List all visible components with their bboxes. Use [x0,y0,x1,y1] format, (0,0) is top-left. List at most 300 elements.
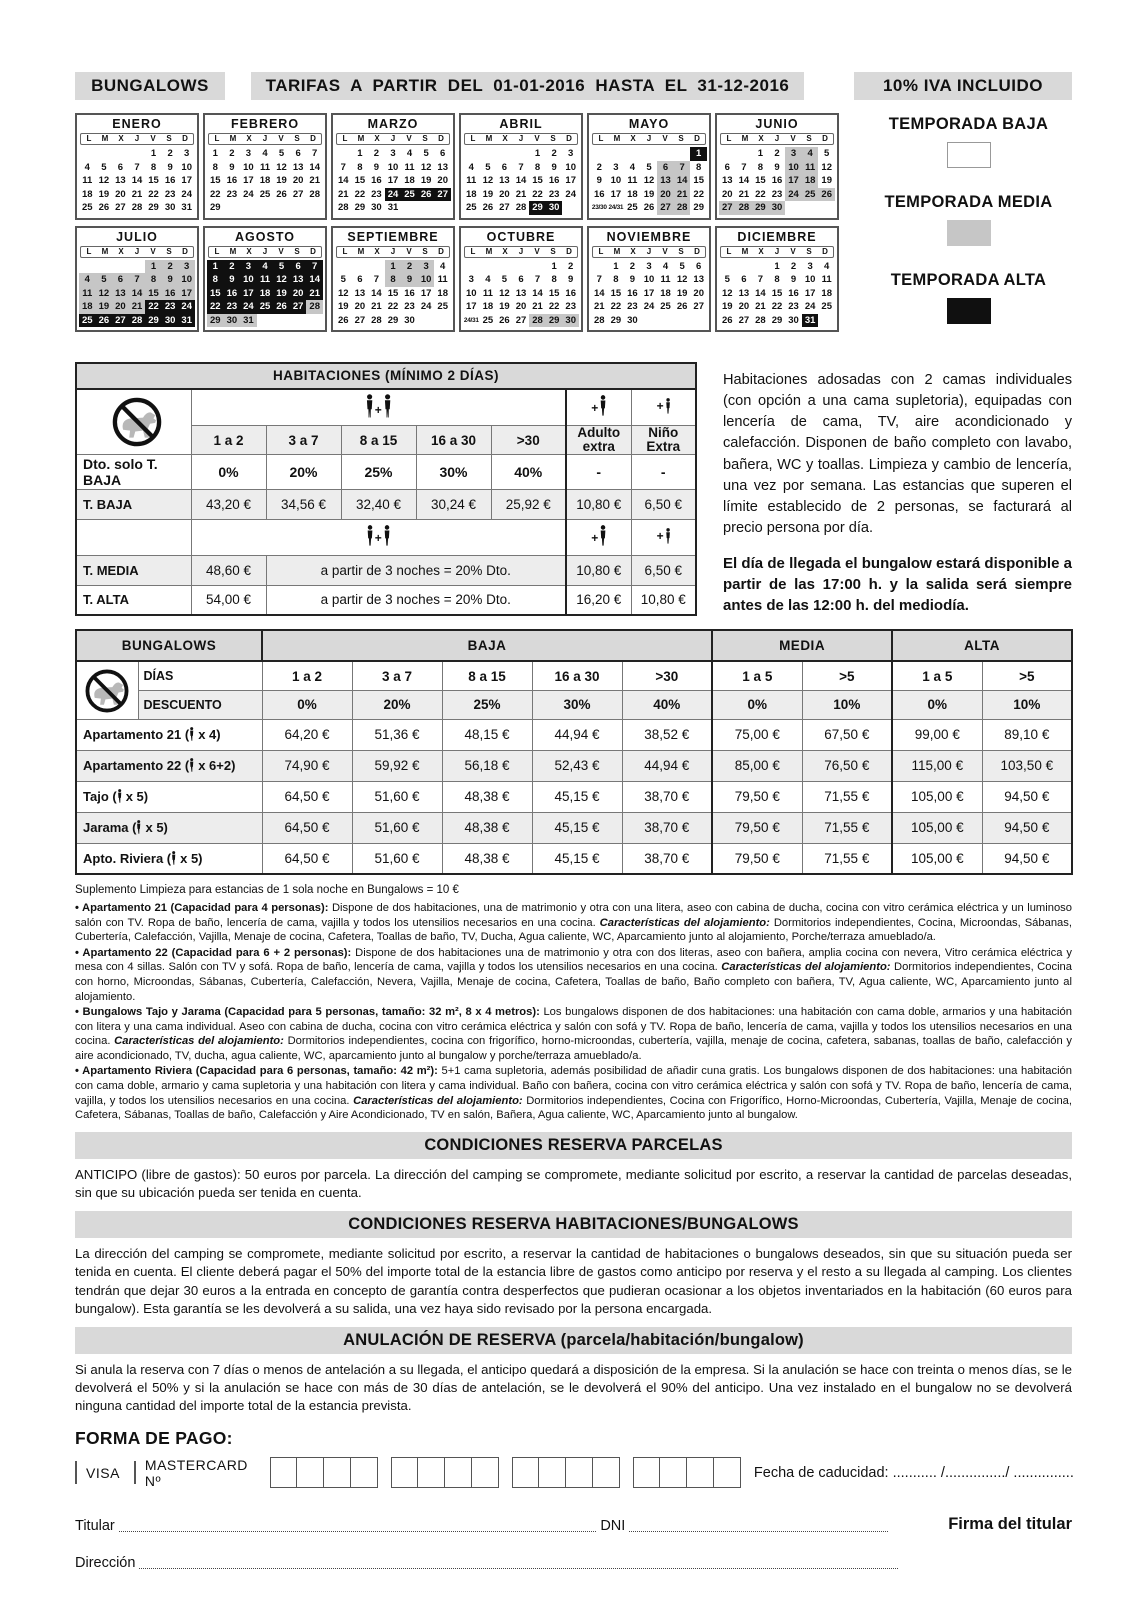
empty-day-cell [463,147,480,161]
weekday-label: M [357,134,365,143]
empty-day-cell [513,147,530,161]
day-cell: 3 [785,147,802,161]
bungalows-table [75,629,1073,875]
legend-baja-label: TEMPORADA BAJA [888,115,1049,133]
card-digit-group [391,1457,499,1488]
bungalow-price: 115,00 € [892,750,982,781]
day-cell: 5 [273,260,290,274]
card-digit-box[interactable] [512,1457,539,1488]
day-cell: 10 [240,273,257,287]
weekday-label: V [150,134,156,143]
payment-row [75,1457,1072,1489]
day-cell: 24 [181,188,192,200]
weekday-label: V [662,134,668,143]
day-cell: 22 [771,301,783,312]
bungalow-price: 51,60 € [352,812,442,843]
day-cell: 6 [657,161,674,175]
legend-media-label: TEMPORADA MEDIA [884,193,1053,211]
baja-swatch [947,142,991,168]
descuento-label: DESCUENTO [138,690,262,719]
day-cell: 19 [276,175,287,186]
weekday-label: X [502,246,508,256]
day-cell: 1 [145,260,162,274]
weekday-label: V [406,246,412,256]
empty-day-cell [529,260,546,274]
weekday-label: J [774,246,780,256]
day-cell: 26 [482,202,494,213]
group-header-alta: ALTA [892,630,1072,661]
card-digit-box[interactable] [472,1457,499,1488]
day-cell: 3 [646,260,652,272]
weekday-label: D [182,246,188,256]
day-cell: 27 [515,314,527,326]
day-cell: 8 [613,274,619,285]
bungalow-price: 45,15 € [532,781,622,812]
day-cell: 14 [337,175,349,186]
bungalow-price: 56,18 € [442,750,532,781]
day-cell: 4 [662,260,669,272]
day-cell: 15 [387,287,399,299]
weekday-label: D [310,134,316,143]
day-cell: 3 [178,260,195,274]
note-caract-label: Características del alojamiento: [721,961,891,974]
day-cell: 26 [818,188,835,202]
weekday-label: L [598,134,604,143]
weekday-label: D [438,134,444,143]
day-cell: 7 [373,274,380,285]
weekday-label: J [646,134,652,143]
descuento-value: 40% [622,690,712,719]
baja-price: 30,24 € [416,489,491,519]
day-cell: 23 [548,188,560,200]
note-title: • Bungalows Tajo y Jarama (Capacidad para 5 personas, tamaño: 32 m², 8 x 4 metros): [75,1006,544,1019]
day-cell: 1 [150,148,157,159]
card-digit-box[interactable] [714,1457,741,1488]
month-title: OCTUBRE [486,229,556,244]
day-cell: 13 [112,287,129,301]
card-digit-box[interactable] [418,1457,445,1488]
day-cell: 22 [207,300,224,314]
day-cell: 11 [660,274,671,285]
weekday-label: V [790,246,796,256]
day-cell: 20 [112,300,129,314]
day-cell: 18 [821,287,832,299]
day-cell: 18 [437,287,448,299]
bungalow-price: 79,50 € [712,812,802,843]
person-icon [171,851,176,866]
bungalow-price: 103,50 € [982,750,1072,781]
day-cell: 29 [387,314,399,326]
day-cell: 14 [532,287,543,299]
month-title: NOVIEMBRE [606,229,692,244]
weekday-label: X [630,134,636,143]
titular-field[interactable] [119,1517,597,1532]
day-cell: 6 [724,161,730,173]
day-cell: 31 [181,202,192,213]
day-cell: 30 [546,201,563,215]
alta-extra: 10,80 € [631,585,696,615]
day-cell: 15 [755,175,766,186]
day-cell: 29 [610,314,622,326]
day-cell: 28 [129,314,146,328]
card-digit-box[interactable] [566,1457,593,1488]
day-cell: 21 [515,188,527,200]
calendar-mayo [587,113,711,220]
direccion-label: Dirección [75,1554,136,1571]
weekday-label: S [678,246,684,256]
day-cell: 6 [112,273,129,287]
day-cell: 2 [774,148,780,159]
day-cell: 29 [354,202,366,213]
day-cell: 16 [771,175,783,186]
dias-header: 1 a 2 [262,661,352,690]
dto-value: 20% [266,455,341,489]
direccion-field[interactable] [139,1554,898,1569]
day-cell: 15 [610,287,622,299]
day-cell: 22 [610,301,622,312]
day-cell: 13 [657,174,674,188]
section-body: La dirección del camping se compromete, mediante solicitud por escrito, a reservar la cantidad de habitaciones o bungalows deseados, sin que su situación pueda ser tenida en cuenta. El cliente deberá pagar el 50% del importe total de la estancia libre de gastos como anticipo por reserva y el resto a su llegada al camping. Los clientes tendrán que dejar 30 euros a la entrada en concepto de garantía contra desperfectos que pudieran ocasionar a los objetos inventariados en la habitación (60 euros para bungalow). Esta garantía se les devolverá a su salida, una vez haya sido revisado por la persona encargada. [75,1246,1072,1316]
day-cell: 11 [482,287,493,299]
day-cell: 6 [501,161,508,173]
day-cell: 6 [117,161,124,173]
empty-day-cell [752,260,769,274]
col-header: >30 [491,425,566,455]
day-cell: 1 [757,148,764,159]
card-digit-box[interactable] [539,1457,566,1488]
day-cell: 15 [771,287,783,299]
fecha-label: Fecha de caducidad: [753,1464,889,1481]
empty-day-cell [335,147,352,161]
day-cell: 23 [404,301,415,312]
day-cell: 12 [676,274,688,285]
day-cell: 27 [693,301,704,312]
card-digit-box[interactable] [445,1457,472,1488]
weekday-label: V [150,246,156,256]
col-header: 8 a 15 [341,425,416,455]
empty-day-cell [79,147,96,161]
bungalow-price: 38,70 € [622,812,712,843]
day-cell: 8 [150,161,157,173]
weekday-label: J [646,246,652,256]
day-cell: 15 [148,175,159,186]
weekday-label: M [741,246,749,256]
day-cell: 17 [565,175,576,186]
day-cell: 3 [245,148,252,159]
day-cell: 9 [629,274,636,285]
note-body-caract: Dormitorios independientes, Cocina con horno, Microondas, Sábanas, Cubertería, Calefacción, Nevera, Vajilla, Menaje de cocina, Cafetera, Toallas de baño, Baño completo con bañera, TV, Agua caliente, WC, Aparcamiento junto al alojamiento. [75,961,1072,1003]
weekday-label: J [390,134,396,143]
note-body: 5+1 cama supletoria, además posibilidad de añadir cuna gratis. Los bungalows disponen de dos habitaciones: una habitación con cama doble, armario y cama supletoria y una habitación con litera y cama individual. Baño con bañera, cocina con vitro cerámica eléctrica y salón con sofá y TV. Ropa de baño, lencería de cama, vajilla, y todos los utensilios necesarios en una cocina. [75,1065,1073,1107]
descuento-value: 10% [802,690,892,719]
day-cell: 23 [224,300,241,314]
bungalow-row [76,719,1072,750]
day-cell: 1 [774,260,780,272]
day-cell: 5 [101,161,107,173]
section-title: ANULACIÓN DE RESERVA (parcela/habitación/bungalow) [75,1327,1072,1354]
day-cell: 5 [423,148,429,159]
day-cell: 16 [593,188,605,200]
day-cell: 23 [226,188,238,200]
day-cell: 21 [738,188,750,200]
day-cell: 24 [420,301,432,312]
day-cell: 30 [371,202,382,213]
day-cell: 9 [401,273,418,287]
day-cell: 19 [482,188,494,200]
day-cell: 5 [485,161,491,173]
day-cell: 3 [807,260,813,272]
bungalow-price: 94,50 € [982,843,1072,874]
day-cell: 13 [499,175,510,186]
day-cell: 10 [243,161,254,173]
day-cell: 21 [532,301,543,312]
day-cell: 13 [738,287,750,299]
weekday-label: D [310,246,316,256]
day-cell: 4 [440,260,446,272]
empty-day-cell [480,260,497,274]
day-cell: 5 [679,260,685,272]
day-cell: 3 [390,148,396,159]
day-cell: 3 [468,274,474,285]
day-cell: 11 [259,161,271,173]
weekday-label: L [342,246,348,256]
empty-cell [76,519,191,555]
extra-child-icon: + [631,519,696,555]
empty-day-cell [591,260,608,274]
day-cell: 21 [309,175,320,186]
day-cell: 4 [84,161,90,173]
calendar-febrero [203,113,327,220]
day-cell: 9 [774,161,780,173]
empty-day-cell [719,147,736,161]
day-cell: 11 [802,161,819,175]
card-digit-box[interactable] [593,1457,620,1488]
bungalow-price: 105,00 € [892,843,982,874]
day-cell: 2 [162,260,179,274]
weekday-label: D [822,246,828,256]
day-cell: 2 [401,260,418,274]
weekday-label: L [86,246,92,256]
day-cell: 13 [437,161,448,173]
day-cell: 27 [738,314,750,326]
day-cell: 30 [224,314,241,328]
col-header: 3 a 7 [266,425,341,455]
card-digit-box[interactable] [391,1457,418,1488]
bungalow-price: 51,60 € [352,781,442,812]
note-paragraph [75,1064,1072,1122]
month-title: AGOSTO [235,229,295,244]
fecha-dots-field[interactable]: ........... /.............../ ............... [892,1464,1074,1481]
day-cell: 18 [81,188,93,200]
day-cell: 17 [243,175,254,186]
day-cell: 7 [306,260,323,274]
alta-note: a partir de 3 noches = 20% Dto. [266,585,566,615]
day-cell: 21 [129,300,146,314]
info-paragraph-bold: El día de llegada el bungalow estará disponible a partir de las 17:00 h. y la salida será siempre antes de las 12:00 h. del mediodía. [723,555,1072,615]
weekday-label: J [262,246,268,256]
day-cell: 14 [371,287,382,299]
weekday-label: X [630,246,636,256]
empty-day-cell [641,147,658,161]
visa-checkbox[interactable] [75,1461,77,1484]
note-title: • Apartamento 21 (Capacidad para 4 personas): [75,902,332,915]
section-body: ANTICIPO (libre de gastos): 50 euros por parcela. La dirección del camping se compromete, mediante solicitud por escrito, a reservar la cantidad de parcelas deseadas, sin que su ubicación pueda ser tenida en cuenta. [75,1166,1072,1200]
tariff-page [75,0,1072,1571]
weekday-label: D [566,246,572,256]
day-cell: 19 [721,301,733,312]
day-cell: 20 [437,175,448,186]
day-cell: 21 [131,188,143,200]
day-cell: 4 [257,260,274,274]
note-title: • Apartamento Riviera (Capacidad para 6 personas, tamaño: 42 m²): [75,1065,442,1078]
day-cell: 25 [482,314,494,326]
day-cell: 23 [162,300,179,314]
bungalow-row [76,843,1072,874]
day-cell: 13 [292,161,304,173]
calendar-octubre [459,226,583,333]
card-digit-box[interactable] [687,1457,714,1488]
weekday-label: J [518,134,524,143]
dni-label: DNI [600,1517,626,1534]
weekday-label: D [438,246,444,256]
bungalows-title: BUNGALOWS [76,630,262,661]
day-cell: 27 [719,201,736,215]
dias-header: >5 [982,661,1072,690]
day-cell: 6 [295,148,301,159]
dto-value: 40% [491,455,566,489]
calendar-zone [75,113,1072,349]
row-label-alta: T. ALTA [76,585,191,615]
day-cell: 19 [821,175,832,186]
day-cell: 8 [534,161,541,173]
day-cell: 14 [593,287,605,299]
day-cell: 22 [755,188,766,200]
bungalow-price: 52,43 € [532,750,622,781]
extra-adult-icon: + [566,389,631,425]
month-title: ABRIL [499,117,543,131]
note-paragraph [75,946,1072,1004]
day-cell: 6 [518,274,524,285]
day-cell: 5 [96,273,113,287]
day-cell: 15 [209,175,221,186]
day-cell: 24 [643,301,655,312]
day-cell: 31 [802,314,819,328]
visa-label: VISA [86,1464,120,1481]
weekday-label: M [229,246,237,256]
day-cell: 21 [337,188,349,200]
note-body: Dispone de dos habitaciones una de matrimonio y otra con dos literas, aseo con bañera, amplia cocina con nevera, Vitro cerámica eléctrica y mesa con 4 sillas. Salón con TV y sofá. Ropa de baño, lencería de cama, vajilla y todos los utensilios necesarios en una cocina. [75,946,1072,974]
person-icon [189,727,194,742]
person-icon [136,820,141,835]
calendar-septiembre [331,226,455,333]
day-cell: 14 [755,287,766,299]
baja-extra: 6,50 € [631,489,696,519]
bungalow-price: 105,00 € [892,781,982,812]
card-digit-box[interactable] [633,1457,660,1488]
day-cell: 17 [643,287,655,299]
bungalow-name: Apartamento 22 ( x 6+2) [76,750,262,781]
descuento-value: 25% [442,690,532,719]
day-cell: 2 [167,148,173,159]
card-digit-box[interactable] [660,1457,687,1488]
day-cell: 30 [562,314,579,328]
weekday-label: M [613,246,621,256]
firma-label: Firma del titular [948,1514,1072,1533]
day-cell: 12 [721,287,733,299]
day-cell: 30 [788,314,799,326]
day-cell: 11 [627,175,638,186]
weekday-label: V [534,134,540,143]
day-cell: 11 [821,274,832,285]
day-cell: 21 [755,301,766,312]
calendar-julio [75,226,199,333]
day-cell: 11 [437,274,448,285]
month-title: JULIO [116,229,158,244]
day-cell: 19 [98,188,110,200]
weekday-label: X [758,246,764,256]
dni-field[interactable] [629,1517,888,1532]
empty-day-cell [352,260,369,274]
day-cell: 1 [613,260,619,272]
day-cell: 8 [385,273,402,287]
day-cell: 14 [129,287,146,301]
card-digit-box[interactable] [270,1457,297,1488]
day-cell: 6 [290,260,307,274]
day-cell: 11 [257,273,274,287]
col-header: 1 a 2 [191,425,266,455]
day-cell: 28 [674,201,691,215]
day-cell: 17 [465,301,477,312]
day-cell: 19 [337,301,349,312]
day-cell: 22 [532,188,543,200]
weekday-label: L [598,246,604,256]
day-cell: 21 [371,301,382,312]
weekday-label: X [246,246,252,256]
empty-day-cell [480,147,497,161]
day-cell: 19 [420,175,432,186]
day-cell: 18 [465,188,477,200]
day-cell: 2 [224,260,241,274]
day-cell: 17 [804,287,816,299]
mastercard-checkbox[interactable] [134,1461,136,1484]
weekday-header [208,133,322,145]
weekday-label: M [613,134,621,143]
bungalow-price: 76,50 € [802,750,892,781]
day-cell: 12 [643,175,655,186]
bungalow-price: 64,50 € [262,843,352,874]
card-digit-box[interactable] [351,1457,378,1488]
day-cell: 9 [224,273,241,287]
descuento-value: 0% [712,690,802,719]
day-cell: 13 [115,175,126,186]
weekday-label: X [502,134,508,143]
bungalow-price: 48,15 € [442,719,532,750]
day-cell: 20 [115,188,126,200]
weekday-label: M [485,246,493,256]
day-cell: 29 [207,314,224,328]
day-cell: 24 [243,188,254,200]
card-digit-box[interactable] [324,1457,351,1488]
media-swatch [947,220,991,246]
note-paragraph [75,901,1072,945]
day-cell: 16 [371,175,382,186]
day-cell: 9 [229,161,235,173]
weekday-label: D [694,134,700,143]
note-body-caract: Dormitorios independientes, Cocina, Microondas, Sábanas, Cubertería, Calefacción, Vajilla, Menaje de cocina, Cafetera, Toallas de baño, TV, Ducha, Agua caliente, WC, Aparcamiento junto al alojamiento, Porche/terraza amueblado/a. [75,916,1072,944]
card-digit-box[interactable] [297,1457,324,1488]
day-cell: 17 [387,175,399,186]
bungalow-price: 64,50 € [262,781,352,812]
